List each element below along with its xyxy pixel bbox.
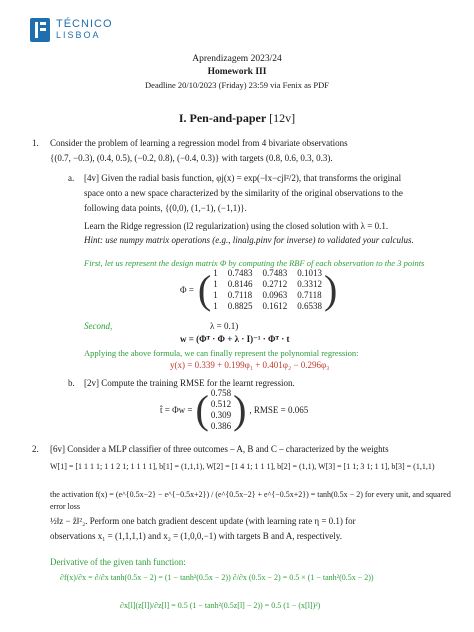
tecnico-logo: [30, 18, 113, 42]
that-cell: 0.386: [210, 421, 232, 431]
that-cell: 0.512: [210, 399, 232, 409]
logo-text: [56, 19, 113, 41]
q1-targets: with targets (0.8, 0.6, 0.3, 0.3).: [221, 153, 333, 163]
phi-cell: 0.0963: [262, 290, 288, 300]
q2-deriv2: ∂x[l](z[l])/∂z[l] = 0.5 (1 − tanh²(0.5z[l] − 2)) = 0.5 (1 − (x[l])²): [120, 601, 321, 610]
phi-cell: 0.8146: [227, 279, 253, 289]
q1-second: Second,: [84, 321, 113, 331]
phi-cell: 0.2712: [262, 279, 288, 289]
q2-observations: observations x₁ = (1,1,1,1) and x₂ = (1,0,0,−1) with targets B and A, respectively.: [50, 531, 342, 541]
tecnico-logo-mark: [30, 18, 50, 42]
phi-cell: 0.1013: [297, 268, 322, 278]
q2-weights: W[1] = [1 1 1 1; 1 1 2 1; 1 1 1 1], b[1] = (1,1,1), W[2] = [1 4 1; 1 1 1], b[2] = (1,1), W[3] = [1 1; 3 1; 1 1], b[3] = (1,1,1): [50, 462, 435, 471]
deadline: Deadline 20/10/2023 (Friday) 23:59 via Fenix as PDF: [145, 80, 329, 90]
q2-deriv1: ∂f(x)/∂x = ∂/∂x tanh(0.5x − 2) = (1 − tanh²(0.5x − 2)) ∂/∂x (0.5x − 2) = 0.5 × (1 − tanh²(0.5x − 2)): [60, 573, 374, 582]
q1-w-formula: w = (Φᵀ · Φ + λ · I)⁻¹ · Φᵀ · t: [180, 334, 290, 344]
phi-matrix: [198, 268, 337, 311]
q1-applying: Applying the above formula, we can finally represent the polynomial regression:: [84, 348, 359, 358]
phi-cell: 0.7483: [262, 268, 288, 278]
homework-title: Homework III: [207, 67, 267, 77]
that-block: [160, 388, 308, 431]
that-label: t̂ = Φw =: [160, 404, 193, 415]
phi-cell: 0.7118: [297, 290, 322, 300]
that-bracket-left: (: [195, 386, 209, 432]
phi-label: Φ =: [180, 284, 194, 295]
q1-observations-line: [50, 152, 333, 164]
q2-activation: the activation f(x) = (e^{0.5x−2} − e^{−0.5x+2}) / (e^{0.5x−2} + e^{−0.5x+2}) = tanh(0.5x − 2) for every unit, and squared error loss: [50, 490, 451, 511]
q1-first: First, let us represent the design matrix Φ by computing the RBF of each observation to the 3 points: [84, 258, 425, 268]
that-cell: 0.758: [210, 388, 232, 398]
phi-cell: 1: [213, 268, 218, 278]
phi-cell: 0.7118: [227, 290, 253, 300]
phi-cell: 0.1612: [262, 301, 288, 311]
phi-bracket-right: ): [323, 266, 338, 312]
q1-observations: {(0.7, −0.3), (0.4, 0.5), (−0.2, 0.8), (−0.4, 0.3)}: [50, 153, 220, 163]
phi-cell: 0.7483: [227, 268, 253, 278]
rmse-value: , RMSE = 0.065: [249, 404, 309, 415]
logo-line2: LISBOA: [56, 30, 101, 40]
phi-bracket-left: (: [197, 266, 212, 312]
q1-number: 1.: [32, 138, 39, 148]
phi-cell: 0.8825: [227, 301, 253, 311]
q1b-label: b.: [68, 378, 75, 388]
course-title: Aprendizagem 2023/24: [192, 54, 282, 64]
logo-line1: TÉCNICO: [56, 18, 113, 30]
q1a-text2: space onto a new space characterized by the similarity of the original observations to the: [84, 188, 403, 198]
q1a-text3: following data points, {(0,0), (1,−1), (−1,1)}.: [84, 203, 247, 213]
q2-derivative-title: Derivative of the given tanh function:: [50, 557, 186, 567]
q2-loss: ½‖z − ẑ‖²₂. Perform one batch gradient descent update (with learning rate η = 0.1) for: [50, 516, 356, 526]
phi-cell: 0.6538: [297, 301, 322, 311]
that-bracket-right: ): [233, 386, 247, 432]
q1b-text: [2v] Compute the training RMSE for the learnt regression.: [84, 378, 295, 388]
q1a-hint: Hint: use numpy matrix operations (e.g., linalg.pinv for inverse) to validated your calculus.: [84, 235, 414, 245]
q1a-text4: Learn the Ridge regression (l2 regularization) using the closed solution with λ = 0.1.: [84, 221, 389, 231]
that-vector: [195, 388, 246, 431]
phi-cell: 1: [213, 301, 218, 311]
q1-polynomial: y(x) = 0.339 + 0.199φ₁ + 0.401φ₂ − 0.296φ₃: [170, 360, 330, 370]
q1-intro: Consider the problem of learning a regression model from 4 bivariate observations: [50, 138, 348, 148]
q1-lambda: λ = 0.1): [210, 321, 239, 331]
section-points: [12v]: [269, 111, 296, 125]
that-cell: 0.309: [210, 410, 232, 420]
q2-text1: [6v] Consider a MLP classifier of three outcomes – A, B and C – characterized by the weights: [50, 444, 389, 454]
q2-number: 2.: [32, 444, 39, 454]
phi-matrix-block: [180, 268, 337, 311]
phi-cell: 1: [213, 279, 218, 289]
q1a-label: a.: [68, 173, 75, 183]
phi-cell: 0.3312: [297, 279, 322, 289]
phi-cell: 1: [213, 290, 218, 300]
section-heading: [0, 111, 474, 126]
section-title: I. Pen-and-paper: [178, 111, 267, 125]
q1a-text1: [4v] Given the radial basis function, φj(x) = exp(−‖x−cj‖²/2), that transforms the original: [84, 173, 402, 183]
